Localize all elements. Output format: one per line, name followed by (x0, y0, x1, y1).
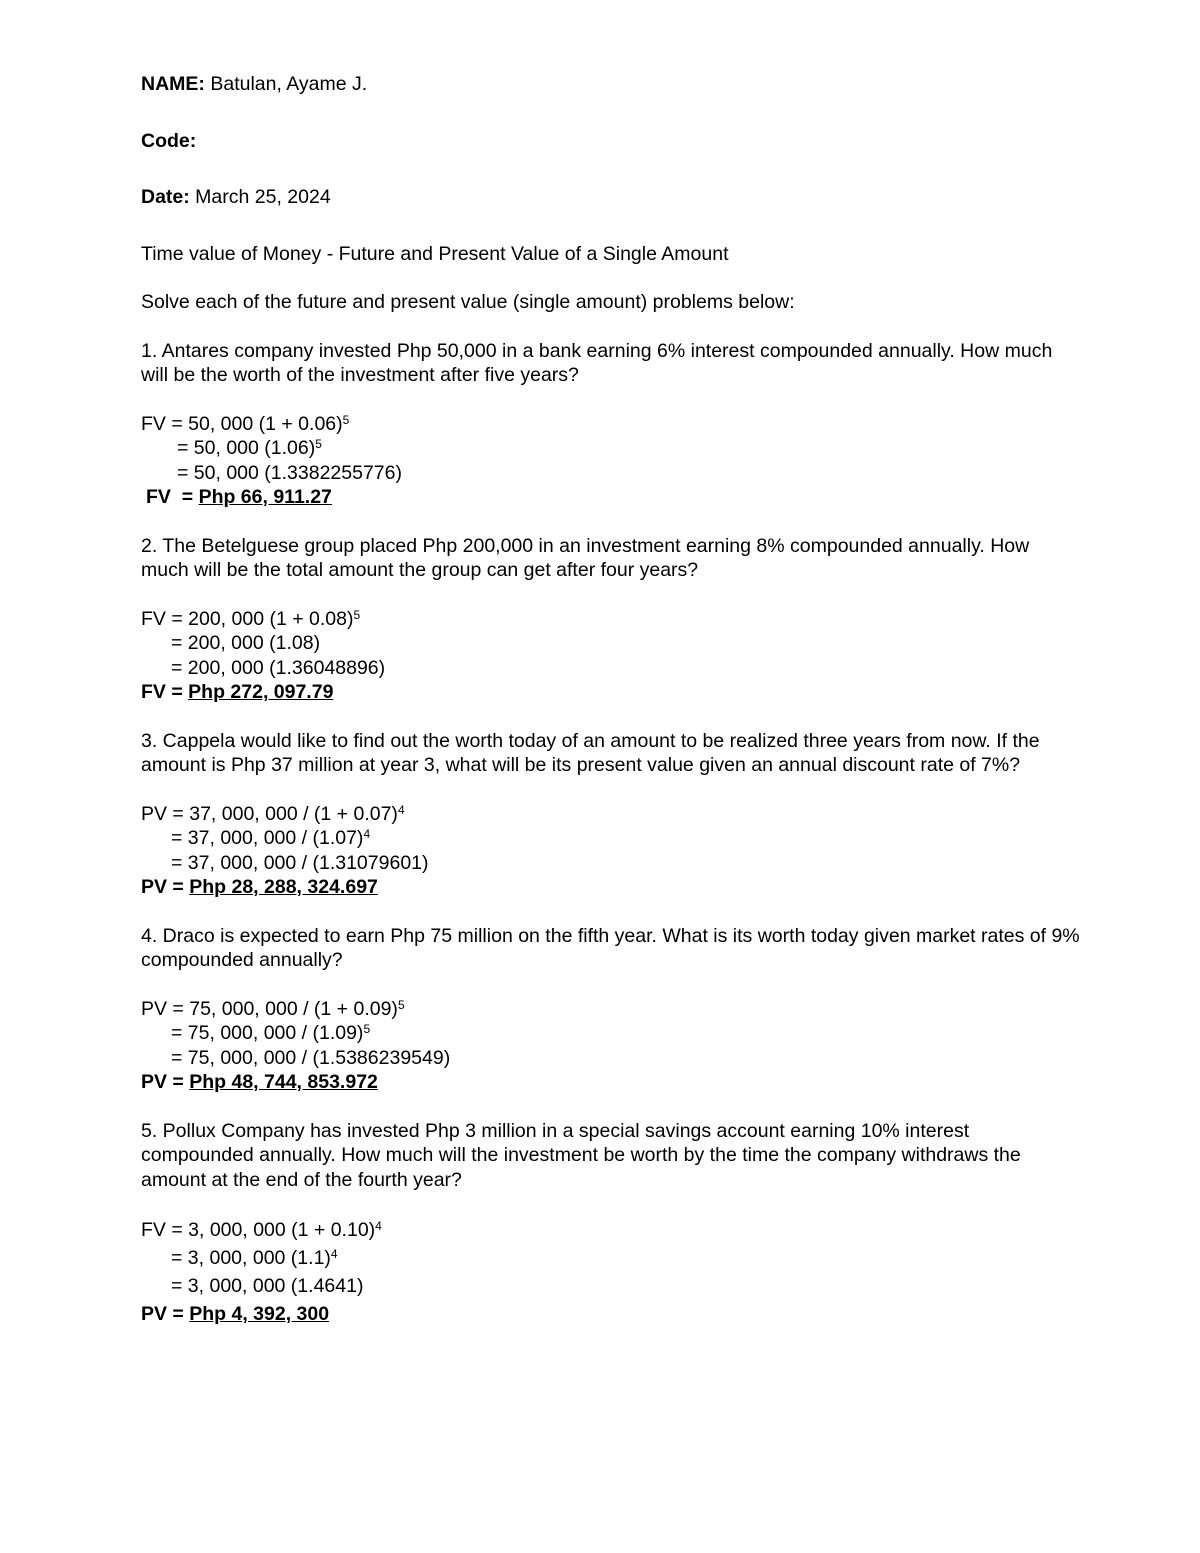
solution-answer (141, 1300, 1081, 1328)
step-text: FV = 3, 000, 000 (1 + 0.10) (141, 1219, 376, 1241)
exponent: 4 (375, 1219, 382, 1233)
solution-answer (141, 680, 1081, 705)
problem-1 (141, 339, 1081, 510)
step-text: = 75, 000, 000 / (1.09) (171, 1022, 364, 1044)
step-text: PV = 37, 000, 000 / (1 + 0.07) (141, 802, 398, 825)
problem-5 (141, 1119, 1081, 1329)
solution-step-2 (141, 826, 1081, 851)
answer-label: PV = (141, 876, 190, 898)
document-title: Time value of Money - Future and Present Value of a Single Amount (141, 242, 729, 265)
date-label: Date: (141, 186, 190, 208)
solution-step-2 (141, 631, 1081, 656)
answer-label: FV = (141, 681, 189, 703)
step-text: = 3, 000, 000 (1.1) (171, 1247, 331, 1269)
step-text: = 200, 000 (1.36048896) (171, 656, 386, 679)
solution-answer (141, 1070, 1081, 1095)
exponent: 5 (353, 607, 361, 622)
answer-value: Php 28, 288, 324.697 (189, 876, 378, 898)
solution-step-2 (141, 1021, 1081, 1046)
exponent: 4 (330, 1247, 338, 1261)
solution-step-3 (141, 656, 1081, 681)
solution-step-3 (141, 461, 1081, 486)
step-text: = 75, 000, 000 / (1.5386239549) (171, 1046, 451, 1069)
step-text: PV = 75, 000, 000 / (1 + 0.09) (141, 997, 398, 1020)
name-line (141, 72, 1081, 97)
problem-2 (141, 534, 1081, 705)
answer-value: Php 48, 744, 853.972 (189, 1071, 378, 1093)
solution-step-1 (141, 607, 1081, 632)
solution-answer (141, 875, 1081, 900)
problem-question: 1. Antares company invested Php 50,000 in a bank earning 6% interest compounded annually. How much will be the worth of the investment after five years? (141, 339, 1053, 386)
code-label: Code: (141, 129, 197, 152)
answer-value: Php 4, 392, 300 (189, 1303, 330, 1325)
solution-answer (141, 485, 1081, 510)
problem-question: 5. Pollux Company has invested Php 3 million in a special savings account earning 10% interest compounded annually. How much will the investment be worth by the time the company withdraws the amount at the end of the fourth year? (141, 1119, 1021, 1191)
answer-label: PV = (141, 1071, 190, 1093)
solution-step-1 (141, 802, 1081, 827)
solution-step-3 (141, 851, 1081, 876)
code-line (141, 129, 1081, 154)
solution-step-2 (141, 1244, 1081, 1272)
instructions: Solve each of the future and present value (single amount) problems below: (141, 291, 795, 313)
step-text: FV = 200, 000 (1 + 0.08) (141, 607, 354, 630)
exponent: 5 (315, 437, 322, 451)
solution-step-3 (141, 1046, 1081, 1071)
solution-step-2 (141, 436, 1081, 461)
step-text: = 50, 000 (1.3382255776) (177, 461, 402, 484)
solution-step-1 (141, 997, 1081, 1022)
step-text: = 37, 000, 000 / (1.31079601) (171, 851, 429, 874)
date-value: March 25, 2024 (189, 186, 331, 208)
answer-value: Php 66, 911.27 (198, 486, 332, 508)
problem-4 (141, 924, 1081, 1095)
problem-question: 3. Cappela would like to find out the worth today of an amount to be realized three years from now. If the amount is Php 37 million at year 3, what will be its present value given an annual discount rate of 7%? (141, 729, 1040, 776)
problem-3 (141, 729, 1081, 900)
answer-label: FV = (146, 486, 199, 508)
solution-step-1 (141, 1216, 1081, 1244)
exponent: 4 (397, 802, 405, 817)
document-page (141, 72, 1081, 1328)
step-text: FV = 50, 000 (1 + 0.06) (141, 412, 343, 435)
problem-question: 2. The Betelguese group placed Php 200,000 in an investment earning 8% compounded annually. How much will be the total amount the group can get after four years? (141, 534, 1030, 581)
solution-step-3 (141, 1272, 1081, 1300)
answer-label: PV = (141, 1303, 190, 1325)
exponent: 5 (363, 1022, 371, 1036)
name-label: NAME: (141, 73, 205, 95)
exponent: 4 (363, 827, 371, 841)
problem-question: 4. Draco is expected to earn Php 75 million on the fifth year. What is its worth today given market rates of 9% compounded annually? (141, 924, 1080, 971)
name-value: Batulan, Ayame J. (204, 73, 368, 95)
step-text: = 37, 000, 000 / (1.07) (171, 827, 364, 849)
step-text: = 200, 000 (1.08) (171, 632, 321, 654)
solution-step-1 (141, 412, 1081, 437)
step-text: = 3, 000, 000 (1.4641) (171, 1275, 364, 1297)
exponent: 5 (342, 412, 350, 427)
answer-value: Php 272, 097.79 (188, 681, 334, 703)
step-text: = 50, 000 (1.06) (177, 437, 316, 459)
date-line (141, 185, 1081, 210)
exponent: 5 (397, 997, 405, 1012)
